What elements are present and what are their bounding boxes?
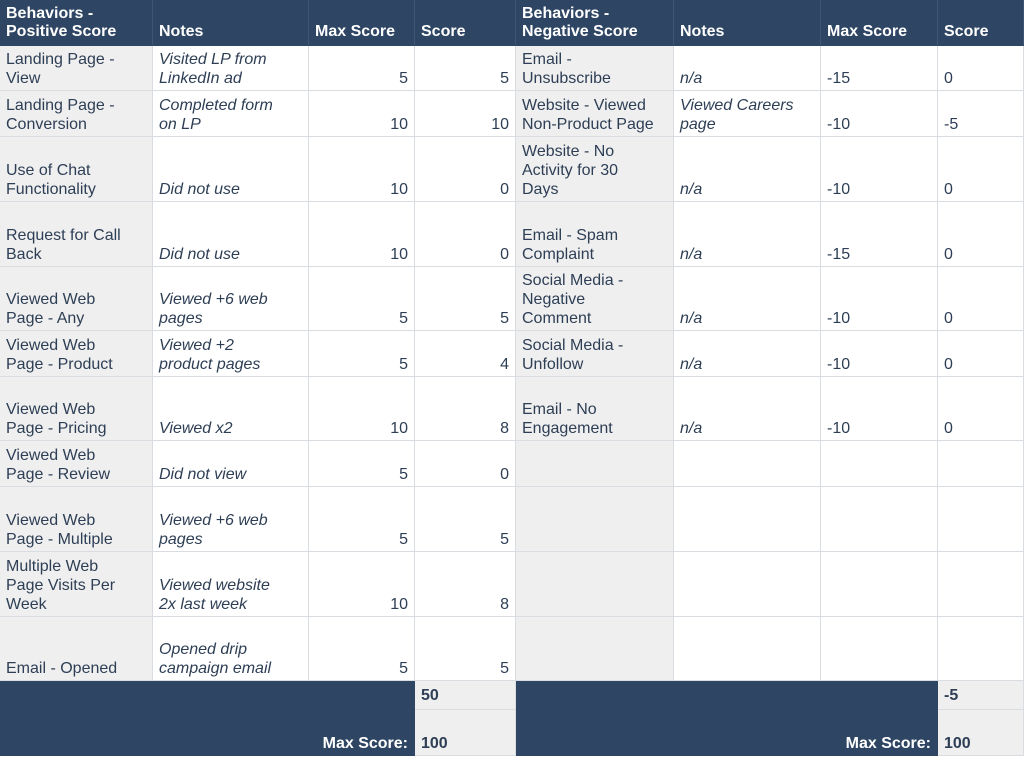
- header-positive-max-score: Max Score: [309, 0, 415, 46]
- positive-behavior-cell[interactable]: Landing Page - View: [0, 46, 153, 91]
- negative-notes-cell[interactable]: n/a: [674, 46, 821, 91]
- negative-max-score-cell[interactable]: -10: [821, 331, 938, 377]
- negative-notes-cell[interactable]: n/a: [674, 377, 821, 441]
- positive-score-cell[interactable]: 0: [415, 137, 516, 202]
- negative-behavior-cell[interactable]: Website - No Activity for 30 Days: [516, 137, 674, 202]
- negative-max-score-cell[interactable]: -15: [821, 46, 938, 91]
- positive-score-cell[interactable]: 5: [415, 487, 516, 552]
- negative-notes-cell[interactable]: n/a: [674, 331, 821, 377]
- footer-blank: [0, 681, 153, 710]
- positive-behavior-cell[interactable]: Viewed Web Page - Review: [0, 441, 153, 487]
- negative-max-score-cell[interactable]: -10: [821, 137, 938, 202]
- negative-score-cell[interactable]: [938, 441, 1024, 487]
- negative-score-cell[interactable]: [938, 552, 1024, 617]
- max-score-label-right[interactable]: Max Score:: [821, 710, 938, 756]
- negative-max-score-cell[interactable]: [821, 617, 938, 681]
- negative-score-cell[interactable]: [938, 617, 1024, 681]
- negative-max-score-cell[interactable]: [821, 441, 938, 487]
- header-negative-score: Score: [938, 0, 1024, 46]
- footer-blank: [674, 681, 821, 710]
- negative-score-cell[interactable]: [938, 487, 1024, 552]
- negative-notes-cell[interactable]: n/a: [674, 267, 821, 331]
- positive-behavior-cell[interactable]: Email - Opened: [0, 617, 153, 681]
- positive-notes-cell[interactable]: Did not use: [153, 202, 309, 267]
- positive-max-score-cell[interactable]: 10: [309, 137, 415, 202]
- negative-score-cell[interactable]: 0: [938, 46, 1024, 91]
- positive-max-score-cell[interactable]: 10: [309, 91, 415, 137]
- negative-notes-cell[interactable]: n/a: [674, 137, 821, 202]
- positive-score-cell[interactable]: 8: [415, 377, 516, 441]
- positive-notes-cell[interactable]: Viewed +6 web pages: [153, 487, 309, 552]
- header-positive-behavior: Behaviors - Positive Score: [0, 0, 153, 46]
- positive-max-score-cell[interactable]: 5: [309, 617, 415, 681]
- max-score-value-right[interactable]: 100: [938, 710, 1024, 756]
- negative-behavior-cell[interactable]: Social Media - Negative Comment: [516, 267, 674, 331]
- negative-max-score-cell[interactable]: -10: [821, 377, 938, 441]
- negative-max-score-cell[interactable]: -15: [821, 202, 938, 267]
- positive-behavior-cell[interactable]: Use of Chat Functionality: [0, 137, 153, 202]
- positive-behavior-cell[interactable]: Viewed Web Page - Multiple: [0, 487, 153, 552]
- positive-notes-cell[interactable]: Visited LP from LinkedIn ad: [153, 46, 309, 91]
- positive-score-cell[interactable]: 4: [415, 331, 516, 377]
- header-positive-notes: Notes: [153, 0, 309, 46]
- negative-notes-cell[interactable]: Viewed Careers page: [674, 91, 821, 137]
- header-positive-score: Score: [415, 0, 516, 46]
- negative-notes-cell[interactable]: [674, 552, 821, 617]
- positive-max-score-cell[interactable]: 5: [309, 487, 415, 552]
- negative-behavior-cell[interactable]: Social Media - Unfollow: [516, 331, 674, 377]
- positive-score-cell[interactable]: 0: [415, 202, 516, 267]
- positive-behavior-cell[interactable]: Viewed Web Page - Any: [0, 267, 153, 331]
- negative-behavior-cell[interactable]: Website - Viewed Non-Product Page: [516, 91, 674, 137]
- negative-total[interactable]: -5: [938, 681, 1024, 710]
- positive-behavior-cell[interactable]: Multiple Web Page Visits Per Week: [0, 552, 153, 617]
- positive-score-cell[interactable]: 5: [415, 267, 516, 331]
- negative-behavior-cell[interactable]: [516, 487, 674, 552]
- footer-blank: [153, 681, 309, 710]
- positive-max-score-cell[interactable]: 5: [309, 267, 415, 331]
- positive-behavior-cell[interactable]: Viewed Web Page - Pricing: [0, 377, 153, 441]
- negative-notes-cell[interactable]: n/a: [674, 202, 821, 267]
- negative-max-score-cell[interactable]: [821, 487, 938, 552]
- footer-blank: [516, 710, 674, 756]
- negative-notes-cell[interactable]: [674, 441, 821, 487]
- positive-score-cell[interactable]: 5: [415, 617, 516, 681]
- positive-notes-cell[interactable]: Did not view: [153, 441, 309, 487]
- positive-score-cell[interactable]: 10: [415, 91, 516, 137]
- negative-score-cell[interactable]: 0: [938, 137, 1024, 202]
- negative-behavior-cell[interactable]: [516, 552, 674, 617]
- negative-behavior-cell[interactable]: [516, 617, 674, 681]
- positive-behavior-cell[interactable]: Request for Call Back: [0, 202, 153, 267]
- positive-notes-cell[interactable]: Viewed website 2x last week: [153, 552, 309, 617]
- positive-notes-cell[interactable]: Opened drip campaign email: [153, 617, 309, 681]
- footer-blank: [674, 710, 821, 756]
- negative-behavior-cell[interactable]: Email - No Engagement: [516, 377, 674, 441]
- negative-behavior-cell[interactable]: [516, 441, 674, 487]
- positive-total[interactable]: 50: [415, 681, 516, 710]
- negative-score-cell[interactable]: 0: [938, 202, 1024, 267]
- footer-blank: [516, 681, 674, 710]
- negative-score-cell[interactable]: -5: [938, 91, 1024, 137]
- negative-notes-cell[interactable]: [674, 487, 821, 552]
- negative-score-cell[interactable]: 0: [938, 331, 1024, 377]
- positive-notes-cell[interactable]: Completed form on LP: [153, 91, 309, 137]
- negative-max-score-cell[interactable]: -10: [821, 91, 938, 137]
- negative-max-score-cell[interactable]: [821, 552, 938, 617]
- positive-notes-cell[interactable]: Did not use: [153, 137, 309, 202]
- header-negative-notes: Notes: [674, 0, 821, 46]
- positive-max-score-cell[interactable]: 10: [309, 552, 415, 617]
- positive-score-cell[interactable]: 8: [415, 552, 516, 617]
- positive-max-score-cell[interactable]: 5: [309, 46, 415, 91]
- footer-blank: [309, 681, 415, 710]
- header-negative-max-score: Max Score: [821, 0, 938, 46]
- max-score-label-left[interactable]: Max Score:: [309, 710, 415, 756]
- positive-max-score-cell[interactable]: 10: [309, 202, 415, 267]
- max-score-value-left[interactable]: 100: [415, 710, 516, 756]
- positive-behavior-cell[interactable]: Landing Page - Conversion: [0, 91, 153, 137]
- positive-max-score-cell[interactable]: 10: [309, 377, 415, 441]
- negative-max-score-cell[interactable]: -10: [821, 267, 938, 331]
- positive-max-score-cell[interactable]: 5: [309, 331, 415, 377]
- positive-behavior-cell[interactable]: Viewed Web Page - Product: [0, 331, 153, 377]
- positive-score-cell[interactable]: 5: [415, 46, 516, 91]
- positive-score-cell[interactable]: 0: [415, 441, 516, 487]
- negative-notes-cell[interactable]: [674, 617, 821, 681]
- negative-score-cell[interactable]: 0: [938, 267, 1024, 331]
- negative-behavior-cell[interactable]: Email - Unsubscribe: [516, 46, 674, 91]
- footer-blank: [821, 681, 938, 710]
- footer-blank: [153, 710, 309, 756]
- positive-max-score-cell[interactable]: 5: [309, 441, 415, 487]
- positive-notes-cell[interactable]: Viewed x2: [153, 377, 309, 441]
- header-negative-behavior: Behaviors - Negative Score: [516, 0, 674, 46]
- negative-score-cell[interactable]: 0: [938, 377, 1024, 441]
- negative-behavior-cell[interactable]: Email - Spam Complaint: [516, 202, 674, 267]
- positive-notes-cell[interactable]: Viewed +2 product pages: [153, 331, 309, 377]
- footer-blank: [0, 710, 153, 756]
- positive-notes-cell[interactable]: Viewed +6 web pages: [153, 267, 309, 331]
